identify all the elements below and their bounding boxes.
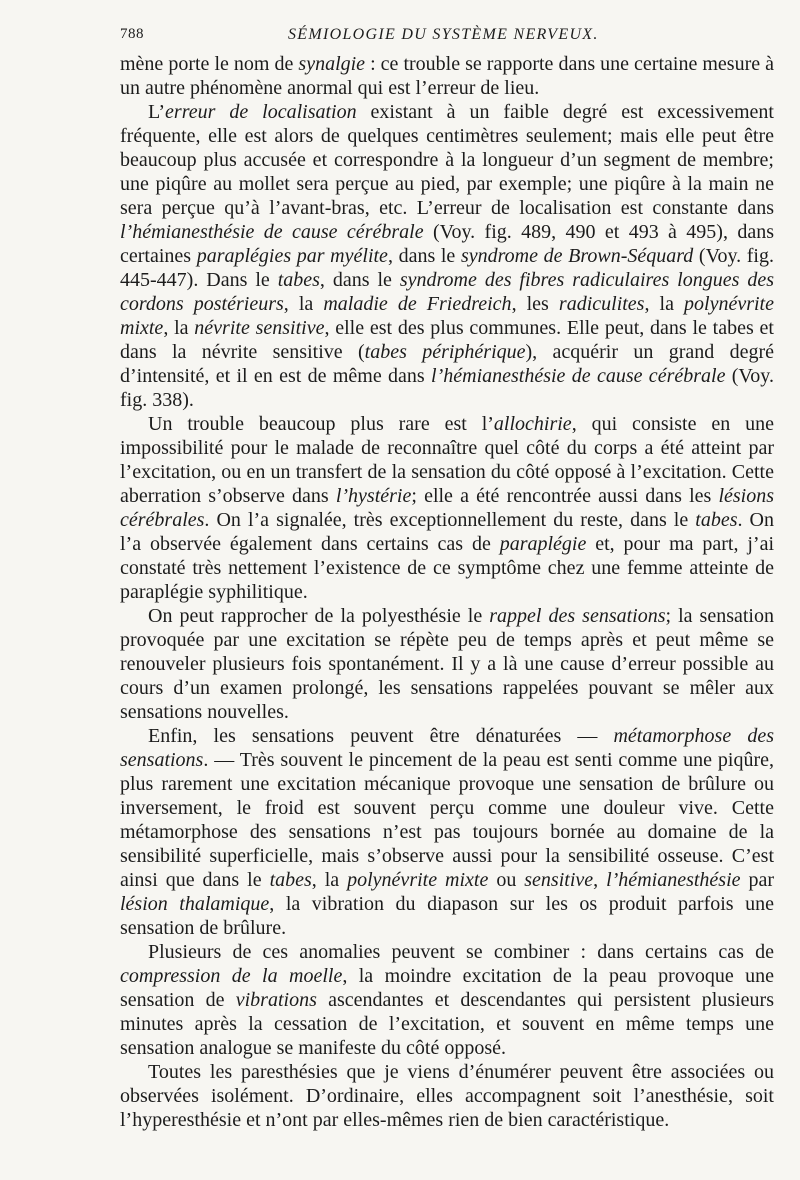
italic-text: lésions cérébrales [120,485,774,531]
italic-text: rappel des sensations [489,605,666,627]
italic-text: tabes [277,269,320,291]
italic-text: sensitive [524,869,594,891]
italic-text: maladie de Friedreich [323,293,512,315]
text-run: existant à un faible degré est excessivement fréquente, elle est alors de quelques centimètres seulement; mais elle peut être beaucoup plus accusée et correspondre à la longueur d’un segment de membre; une piqûre au mollet sera perçue au pied, par exemple; une piqûre à la main ne sera perçue qu’à l’avant-bras, etc. L’erreur de localisation est constante dans [120,101,774,219]
italic-text: syndrome de Brown-Séquard [460,245,694,267]
text-run: , la moindre excitation de la peau provoque une sensation de [120,965,774,1011]
text-run: et, pour ma part, j’ai constaté très nettement l’existence de ce symptôme chez une femme atteinte de paraplégie syphilitique. [120,533,775,603]
paragraph [120,940,774,1060]
text-run: , dans le [319,269,400,291]
running-title: SÉMIOLOGIE DU SYSTÈME NERVEUX. [288,26,599,43]
text-run: ; la sensation provoquée par une excitation se répète peu de temps après et peut même se renouveler plusieurs fois spontanément. Il y a là une cause d’erreur possible au cours d’un examen prolongé, les sensations rappelées pouvant se mêler aux sensations nouvelles. [120,605,774,723]
italic-text: allochirie [493,413,572,435]
text-run: , la [644,293,685,315]
italic-text: l’hystérie [335,485,412,507]
text-run: (Voy. fig. 445-447). Dans le [120,245,774,291]
text-run: ou [488,869,525,891]
text-run: . — Très souvent le pincement de la peau est senti comme une piqûre, plus rarement une excitation mécanique provoque une sensation de brûlure ou inversement, le froid est souvent perçu comme une douleur vive. Cette métamorphose des sensations n’est pas toujours bornée au domaine de la sensibilité superficielle, mais s’observe aussi pour la sensibilité osseuse. C’est ainsi que dans le [120,749,774,891]
italic-text: synalgie [298,53,366,75]
text-run: ), acquérir un grand degré d’intensité, et il en est de même dans [120,341,774,387]
page-number: 788 [120,26,144,42]
page-header [120,18,774,52]
text-run: mène porte le nom de [120,53,299,75]
italic-text: tabes périphérique [364,341,526,363]
text-run: (Voy. fig. 489, 490 et 493 à 495), dans certaines [120,221,775,267]
italic-text: paraplégie [499,533,587,555]
italic-text: tabes [695,509,738,531]
italic-text: polynévrite mixte [347,869,489,891]
text-run: , [593,869,607,891]
italic-text: l’hémianesthésie [606,869,741,891]
text-run: ascendantes et descendantes qui persistent plusieurs minutes après la cessation de l’excitation, et souvent en même temps une sensation analogue se manifeste du côté opposé. [120,989,774,1059]
italic-text: erreur de localisation [165,101,357,123]
italic-text: radiculites [558,293,645,315]
italic-text: tabes [269,869,312,891]
paragraph [120,724,774,940]
text-run: , la [163,317,195,339]
italic-text: métamorphose des sensations [120,725,774,771]
text-run: , dans le [387,245,461,267]
text-run: . On l’a signalée, très exceptionnellement du reste, dans le [204,509,696,531]
text-run: Enfin, les sensations peuvent être dénaturées — [148,725,614,747]
body-text [120,52,774,1132]
text-run: Un trouble beaucoup plus rare est l’ [148,413,494,435]
text-run: . On l’a observée également dans certains cas de [120,509,774,555]
italic-text: l’hémianesthésie de cause cérébrale [431,365,726,387]
italic-text: syndrome des fibres radiculaires longues des cordons postérieurs [120,269,775,315]
text-run: , la [283,293,324,315]
italic-text: névrite sensitive [194,317,325,339]
text-run: ; elle a été rencontrée aussi dans les [411,485,719,507]
text-run: (Voy. fig. 338). [120,365,774,411]
text-run: On peut rapprocher de la polyesthésie le [148,605,490,627]
paragraph [120,52,774,100]
italic-text: polynévrite mixte [120,293,774,339]
paragraph [120,604,774,724]
italic-text: vibrations [235,989,317,1011]
text-run: , elle est des plus communes. Elle peut, dans le tabes et dans la névrite sensitive ( [120,317,774,363]
paragraph [120,412,774,604]
italic-text: l’hémianesthésie de cause cérébrale [120,221,424,243]
text-run: , les [511,293,559,315]
text-run: , la vibration du diapason sur les os produit parfois une sensation de brûlure. [120,893,774,939]
italic-text: compression de la moelle [120,965,343,987]
italic-text: paraplégies par myélite [196,245,388,267]
book-page [120,18,774,1132]
paragraph [120,1060,774,1132]
text-run: , la [311,869,348,891]
text-run: , qui consiste en une impossibilité pour le malade de reconnaître quel côté du corps a été atteint par l’excitation, ou en un transfert de la sensation du côté opposé à l’excitation. Cette aberration s’observe dans [120,413,774,507]
text-run: Plusieurs de ces anomalies peuvent se combiner : dans certains cas de [148,941,774,963]
text-run: par [740,869,774,891]
italic-text: lésion thalamique [120,893,270,915]
text-run: L’ [148,101,166,123]
text-run: Toutes les paresthésies que je viens d’énumérer peuvent être associées ou observées isolément. D’ordinaire, elles accompagnent soit l’anesthésie, soit l’hyperesthésie et n’ont par elles-mêmes rien de bien caractéristique. [120,1061,774,1131]
paragraph [120,100,774,412]
text-run: : ce trouble se rapporte dans une certaine mesure à un autre phénomène anormal qui est l’erreur de lieu. [120,53,775,99]
